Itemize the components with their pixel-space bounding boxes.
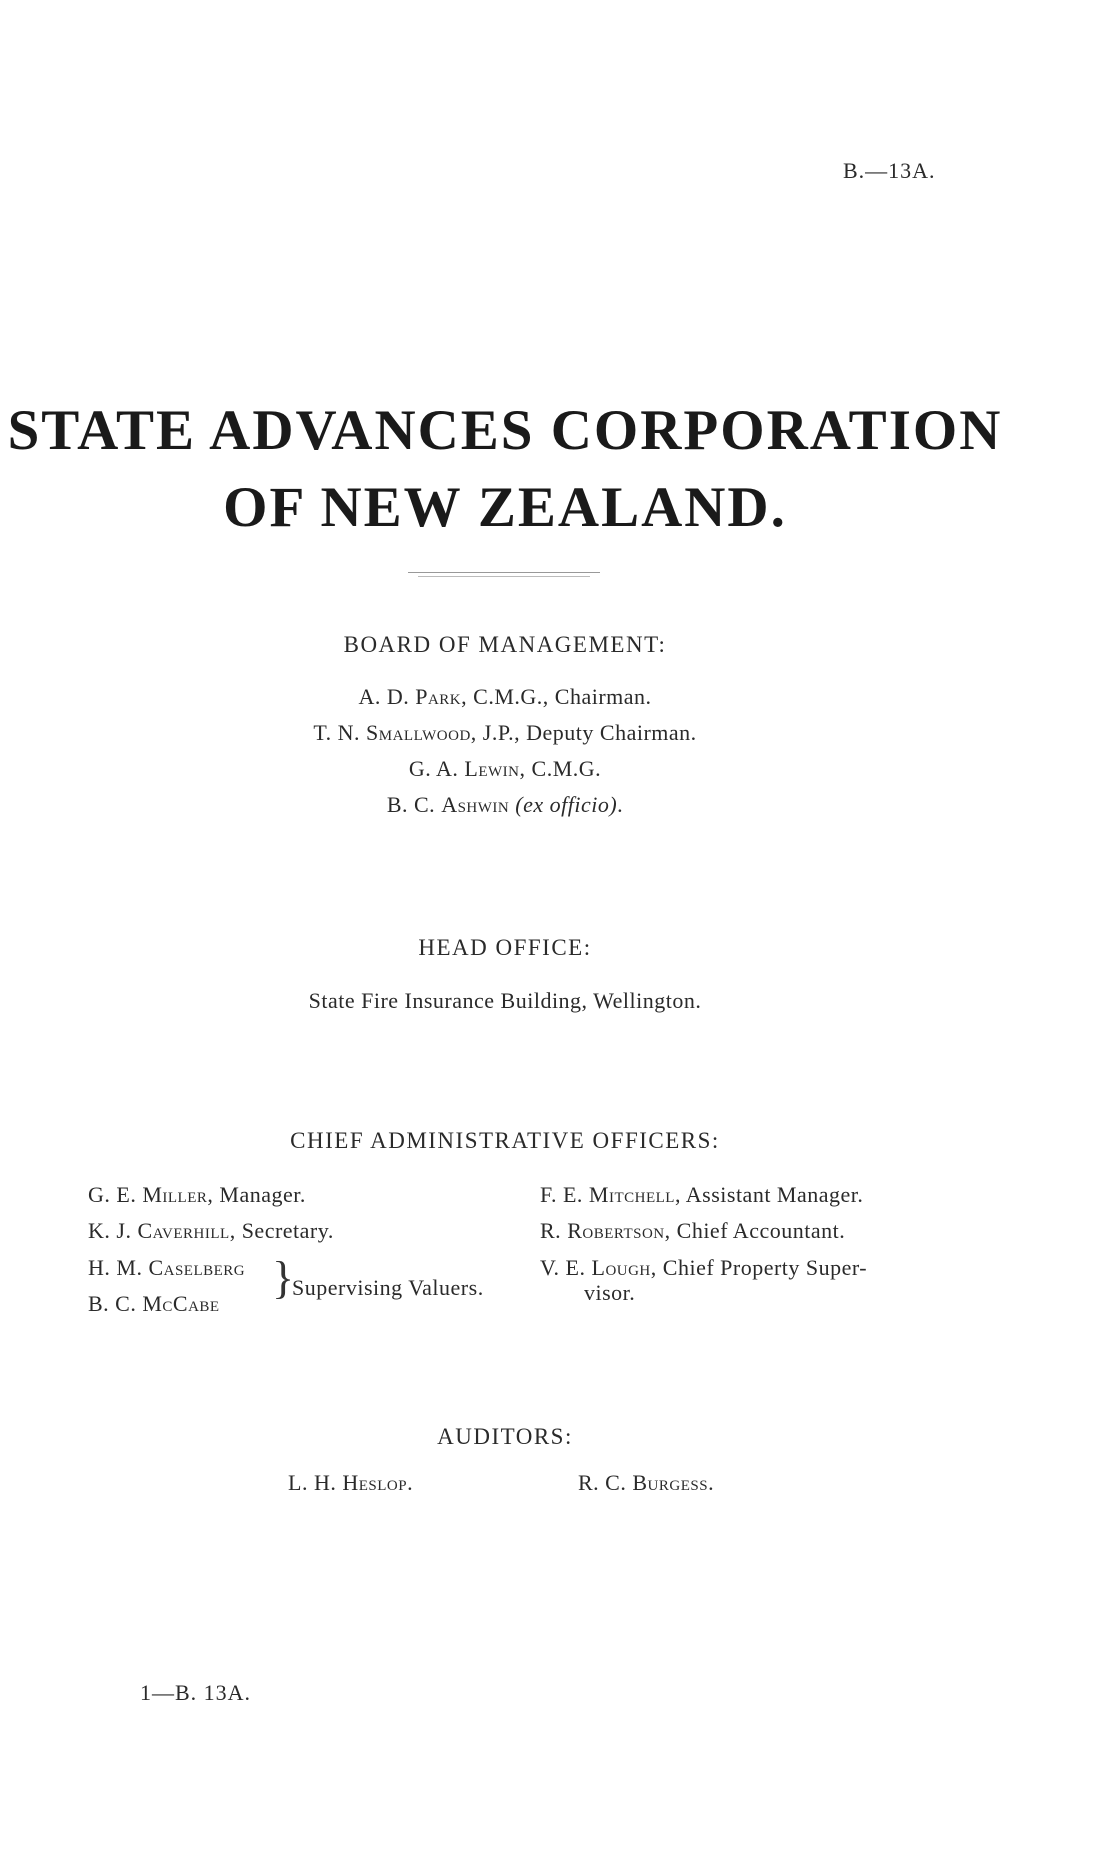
officer-surname: McCabe	[142, 1291, 220, 1316]
officer-right	[540, 1255, 867, 1281]
officer-initials: B. C.	[88, 1291, 143, 1316]
auditor-suffix: .	[708, 1470, 715, 1495]
officer-title: , Chief Accountant.	[664, 1218, 846, 1243]
title-divider	[408, 572, 600, 573]
auditors-heading: AUDITORS:	[437, 1424, 573, 1449]
officer-right	[540, 1182, 863, 1208]
member-title-italic: (ex officio)	[515, 792, 618, 817]
officer-surname: Mitchell	[588, 1182, 675, 1207]
officer-title: , Assistant Manager.	[674, 1182, 864, 1207]
board-member	[0, 720, 1010, 746]
title-line-2: OF NEW ZEALAND.	[223, 476, 787, 539]
auditor-name	[578, 1470, 714, 1496]
bracket-brace-icon: }	[272, 1252, 295, 1303]
officer-initials: G. E.	[88, 1182, 143, 1207]
officer-initials: V. E.	[540, 1255, 592, 1280]
officer-right	[540, 1218, 845, 1244]
officer-right-continuation	[584, 1280, 635, 1306]
officer-left	[88, 1291, 220, 1317]
member-title: , C.M.G.	[519, 756, 602, 781]
board-member	[0, 684, 1010, 710]
officer-initials: F. E.	[540, 1182, 589, 1207]
officer-title: , Chief Property Super-	[650, 1255, 868, 1280]
document-reference: B.—13A.	[843, 158, 936, 183]
officer-left	[88, 1218, 334, 1244]
officer-title: , Secretary.	[229, 1218, 334, 1243]
board-member	[0, 792, 1010, 818]
officer-surname: Caselberg	[148, 1255, 246, 1280]
member-initials: A. D.	[358, 684, 416, 709]
officer-initials: R.	[540, 1218, 568, 1243]
head-office-address: State Fire Insurance Building, Wellington.	[308, 988, 702, 1013]
member-surname: Park	[415, 684, 462, 709]
auditor-surname: Heslop	[342, 1470, 408, 1495]
member-surname: Smallwood	[366, 720, 471, 745]
member-surname: Ashwin	[441, 792, 510, 817]
officer-surname: Caverhill	[137, 1218, 230, 1243]
member-title: , C.M.G., Chairman.	[461, 684, 652, 709]
auditor-name	[288, 1470, 413, 1496]
officer-title: visor.	[584, 1280, 636, 1305]
member-title: .	[617, 792, 624, 817]
head-office-heading: HEAD OFFICE:	[418, 935, 592, 960]
member-initials: T. N.	[313, 720, 367, 745]
officer-surname: Lough	[591, 1255, 651, 1280]
title-divider-secondary	[418, 576, 590, 577]
bracket-label: Supervising Valuers.	[292, 1275, 484, 1300]
board-heading: BOARD OF MANAGEMENT:	[343, 632, 667, 657]
auditor-initials: L. H.	[288, 1470, 343, 1495]
auditor-suffix: .	[407, 1470, 414, 1495]
member-initials: B. C.	[386, 792, 442, 817]
officer-initials: K. J.	[88, 1218, 138, 1243]
officer-left	[88, 1255, 245, 1281]
officer-initials: H. M.	[88, 1255, 149, 1280]
title-line-1: STATE ADVANCES CORPORATION	[7, 399, 1003, 462]
officer-surname: Miller	[142, 1182, 208, 1207]
officers-heading: CHIEF ADMINISTRATIVE OFFICERS:	[290, 1128, 720, 1153]
auditor-surname: Burgess	[632, 1470, 709, 1495]
member-title: , J.P., Deputy Chairman.	[470, 720, 697, 745]
officer-title: , Manager.	[207, 1182, 306, 1207]
auditor-initials: R. C.	[578, 1470, 633, 1495]
board-member	[0, 756, 1010, 782]
officer-surname: Robertson	[567, 1218, 665, 1243]
page-signature: 1—B. 13A.	[140, 1680, 252, 1705]
member-initials: G. A.	[408, 756, 465, 781]
member-surname: Lewin	[464, 756, 520, 781]
officer-left	[88, 1182, 306, 1208]
